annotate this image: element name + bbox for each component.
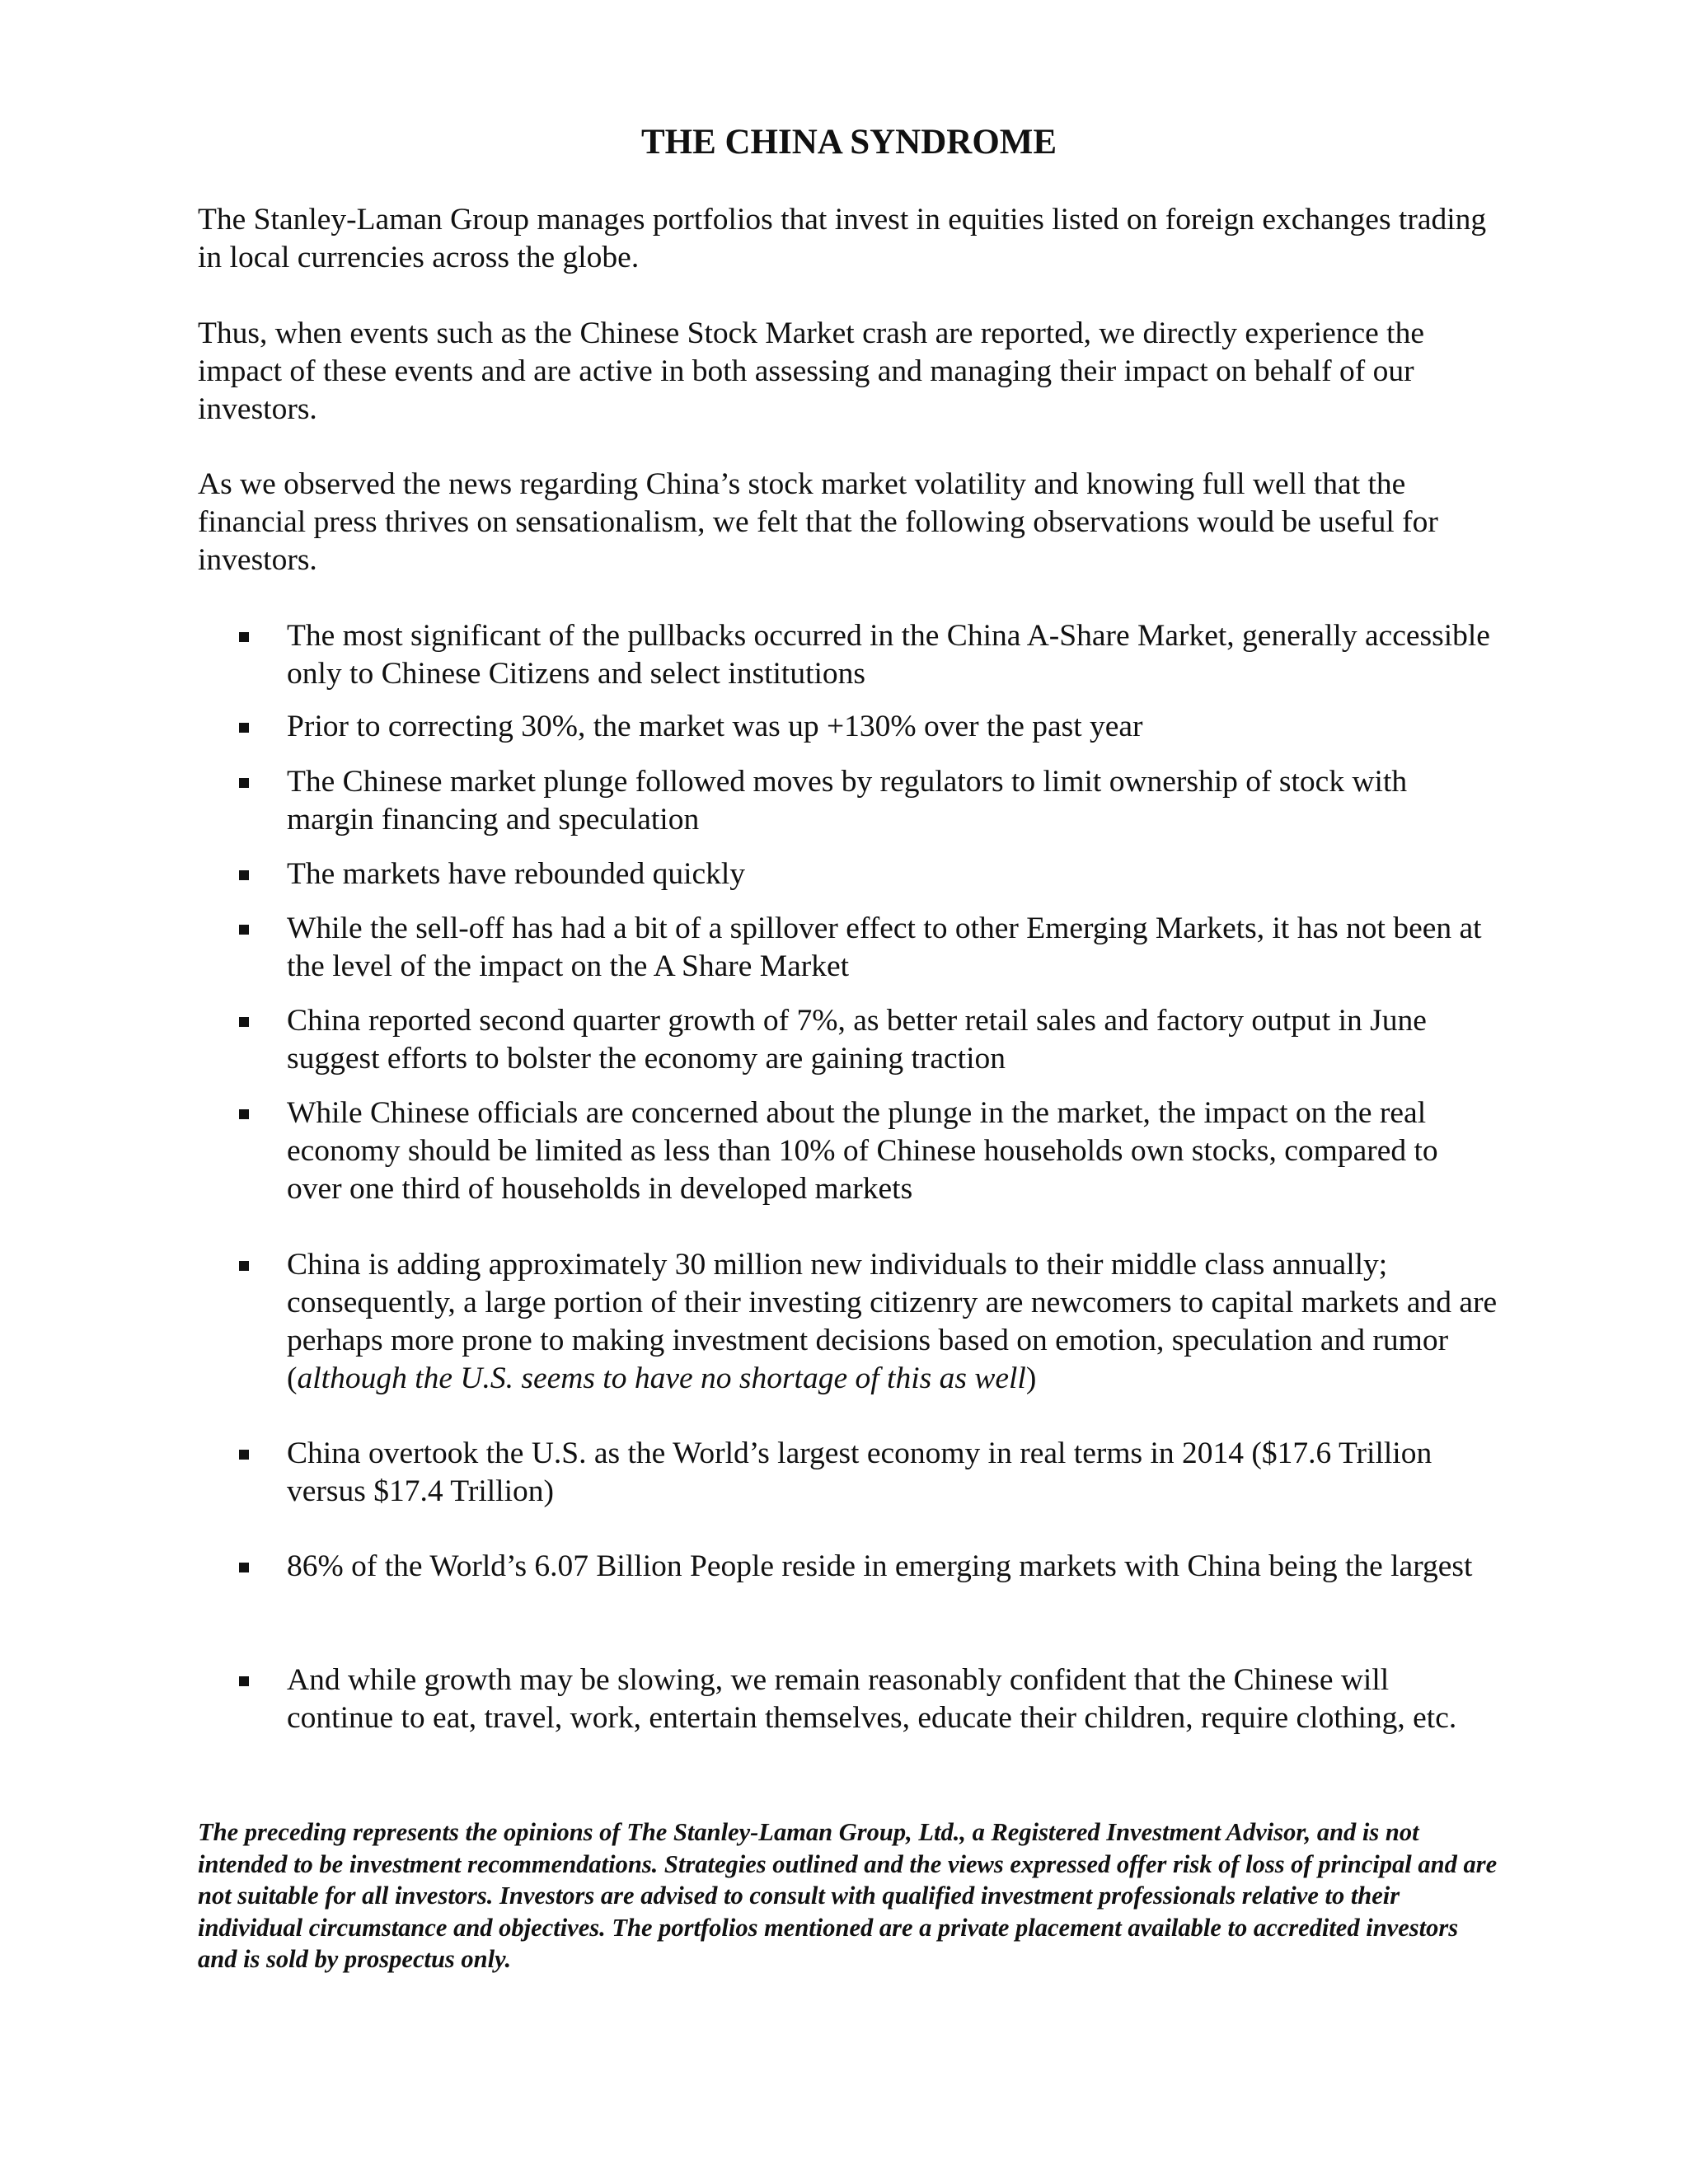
list-item-text: While Chinese officials are concerned about the plunge in the market, the impact on the real economy should be limited as less than 10% of Chinese households own stocks, compared to over one third of households in developed markets bbox=[287, 1096, 1438, 1206]
square-bullet-icon bbox=[239, 1261, 249, 1271]
square-bullet-icon bbox=[239, 778, 249, 788]
list-item-text: The Chinese market plunge followed moves by regulators to limit ownership of stock with margin financing and speculation bbox=[287, 765, 1408, 837]
list-item-text: While the sell-off has had a bit of a spillover effect to other Emerging Markets, it has not been at the level of the impact on the A Share Market bbox=[287, 912, 1482, 983]
square-bullet-icon bbox=[239, 632, 249, 642]
square-bullet-icon bbox=[239, 1676, 249, 1686]
square-bullet-icon bbox=[239, 723, 249, 733]
list-item-text bbox=[287, 1246, 1500, 1398]
legal-disclaimer: The preceding represents the opinions of The Stanley-Laman Group, Ltd., a Registered Investment Advisor, and is not intended to be investment recommendations. Strategies outlined and the views expressed offer risk of loss of principal and are not suitable for all investors. Investors are advised to consult with qualified investment professionals relative to their individual circumstance and objectives. The portfolios mentioned are a private placement available to accredited investors and is sold by prospectus only. bbox=[198, 1818, 1498, 1973]
square-bullet-icon bbox=[239, 870, 249, 880]
list-item-text: The markets have rebounded quickly bbox=[287, 857, 746, 891]
list-item-text: The most significant of the pullbacks occurred in the China A-Share Market, generally accessible only to Chinese Citizens and select institutions bbox=[287, 619, 1490, 691]
context-paragraph: Thus, when events such as the Chinese Stock Market crash are reported, we directly experience the impact of these events and are active in both assessing and managing their impact on behalf of our investors. bbox=[198, 316, 1424, 426]
list-item-text: And while growth may be slowing, we remain reasonably confident that the Chinese will continue to eat, travel, work, entertain themselves, educate their children, require clothing, etc. bbox=[287, 1663, 1457, 1735]
intro-paragraph: The Stanley-Laman Group manages portfolios that invest in equities listed on foreign exchanges trading in local currencies across the globe. bbox=[198, 203, 1487, 274]
list-item-text: China reported second quarter growth of 7%, as better retail sales and factory output in June suggest efforts to bolster the economy are gaining traction bbox=[287, 1004, 1427, 1076]
square-bullet-icon bbox=[239, 1450, 249, 1460]
document-title: THE CHINA SYNDROME bbox=[640, 123, 1057, 162]
square-bullet-icon bbox=[239, 1563, 249, 1572]
list-item-text: China overtook the U.S. as the World’s largest economy in real terms in 2014 ($17.6 Trillion versus $17.4 Trillion) bbox=[287, 1436, 1432, 1508]
square-bullet-icon bbox=[239, 1109, 249, 1119]
list-item-text-end: ) bbox=[1025, 1361, 1037, 1395]
observations-intro-paragraph: As we observed the news regarding China’s stock market volatility and knowing full well that the financial press thrives on sensationalism, we felt that the following observations would be useful for investors. bbox=[198, 467, 1438, 577]
list-item-text: 86% of the World’s 6.07 Billion People reside in emerging markets with China being the largest bbox=[287, 1549, 1473, 1583]
list-item-italic-aside: although the U.S. seems to have no shortage of this as well bbox=[297, 1361, 1026, 1395]
list-item-text-start: China is adding approximately 30 million new individuals to their middle class annually; consequently, a large portion of their investing citizenry are newcomers to capital markets and are perhaps more prone to making investment decisions based on emotion, speculation and rumor ( bbox=[287, 1248, 1498, 1395]
square-bullet-icon bbox=[239, 1017, 249, 1027]
square-bullet-icon bbox=[239, 925, 249, 935]
list-item-text: Prior to correcting 30%, the market was up +130% over the past year bbox=[287, 710, 1143, 743]
